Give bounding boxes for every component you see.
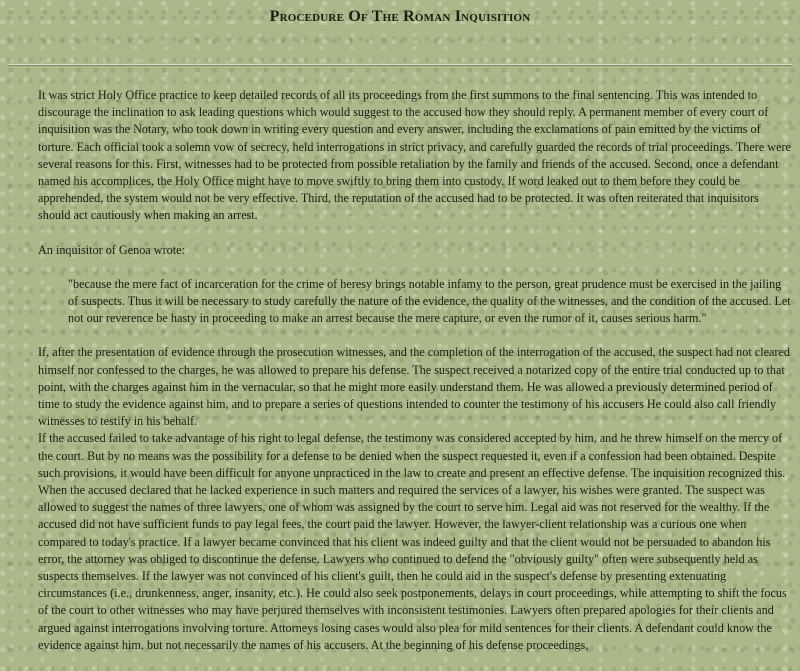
paragraph-legal-defense: If the accused failed to take advantage of his right to legal defense, the testimony was considered accepted by him, and he threw himself on the mercy of the court. But by no means was the possibility for a defense to be denied when the suspect requested it, even if a confession had been obtained. Despite such provisions, it would have been difficult for anyone unpracticed in the law to create and present an effective defense. The inquisition recognized this. When the accused declared that he lacked experience in such matters and required the services of a lawyer, his wishes were granted. The suspect was allowed to suggest the names of three lawyers, one of whom was assigned by the court to serve him. Legal aid was not reserved for the wealthy. If the accused did not have sufficient funds to pay legal fees, the court paid the lawyer. However, the lawyer-client relationship was a curious one when compared to today's practice. If a lawyer became convinced that his client was indeed guilty and that the client would not be persuaded to abandon his error, the attorney was obliged to discontinue the defense. Lawyers who continued to defend the "obviously guilty" often were subsequently held as suspects themselves. If the lawyer was not convinced of his client's guilt, then he could aid in the suspect's defense by presenting extenuating circumstances (i.e., drunkenness, anger, insanity, etc.). He could also seek postponements, delays in court proceedings, while attempting to shift the focus of the court to other witnesses who may have perjured themselves with inconsistent testimonies. Lawyers often prepared apologies for their clients and argued against interrogations involving torture. Attorneys losing cases would also plea for mild sentences for their clients. A defendant could know the evidence against him, but not necessarily the names of his accusers. At the beginning of his defense proceedings, xyxy=(38,431,787,652)
paragraph-record-keeping: It was strict Holy Office practice to keep detailed records of all its proceedings from the first summons to the final sentencing. This was intended to discourage the inclination to ask leading questions which would suggest to the accused how they should reply. A permanent member of every court of inquisition was the Notary, who took down in writing every question and every answer, including the exclamations of pain emitted by the victims of torture. Each official took a solemn vow of secrecy, held interrogations in strict privacy, and carefully guarded the records of trial proceedings. There were several reasons for this. First, witnesses had to be protected from possible retaliation by the family and friends of the accused. Second, once a defendant named his accomplices, the Holy Office might have to move swiftly to bring them into custody. If word leaked out to them before they could be apprehended, the system would not be very effective. Third, the reputation of the accused had to be protected. It was often reiterated that inquisitors should act cautiously when making an arrest. xyxy=(38,88,791,223)
paragraph-genoa-intro: An inquisitor of Genoa wrote: xyxy=(38,242,185,257)
horizontal-rule xyxy=(8,64,792,66)
article-body xyxy=(38,87,792,671)
genoa-quote: "because the mere fact of incarceration for the crime of heresy brings notable infamy to the person, great prudence must be exercised in the jailing of suspects. Thus it will be necessary to study carefully the nature of the evidence, the quality of the witnesses, and the condition of the accused. Let not our reverence be hasty in proceeding to make an arrest because the mere capture, or even the rumor of it, causes serious harm." xyxy=(68,276,791,326)
paragraph-defense-preparation: If, after the presentation of evidence through the prosecution witnesses, and the completion of the interrogation of the accused, the suspect had not cleared himself nor confessed to the charges, he was allowed to prepare his defense. The suspect received a notarized copy of the entire trial conducted up to that point, with the charges against him in the vernacular, so that he might more easily understand them. He was allowed a previously determined period of time to study the evidence against him, and to prepare a series of questions intended to counter the testimony of his accusers He could also call friendly witnesses to testify in his behalf. xyxy=(38,345,790,429)
page-title: Procedure Of The Roman Inquisition xyxy=(269,8,531,25)
